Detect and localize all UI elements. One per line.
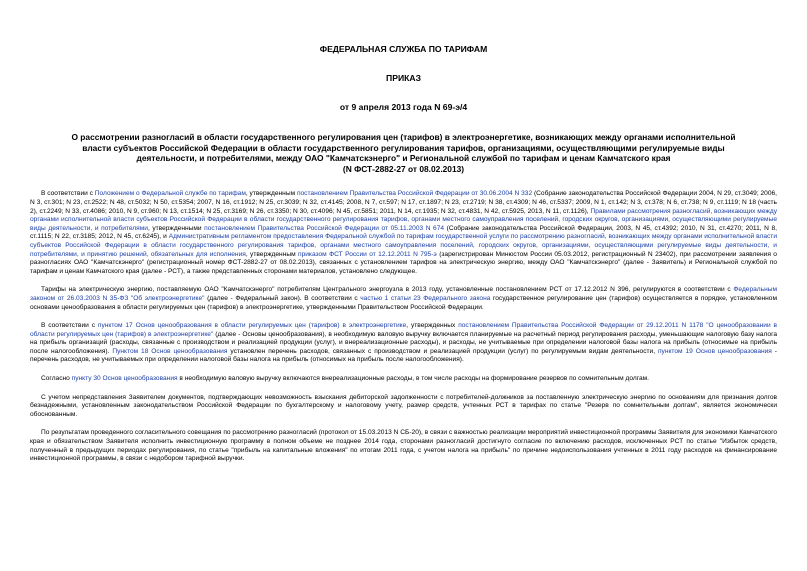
text-run: С учетом непредставления Заявителем документов, подтверждающих невозможность взыскания дебиторской задолженности с потребителей-должников за поставленную электрическую энергию по основаниям для признания долгов безнадежными, установленным законодательством Российской Федерации по бухгалтерскому и налоговому учету, размер средств, учтенных РСТ в тарифах по статье "Резерв по сомнительным долгам", является экономически обоснованным. (30, 393, 777, 418)
title-line: О рассмотрении разногласий в области государственного регулирования цен (тарифов) в электроэнергетике, возникающих между органами исполнительной (71, 132, 736, 142)
text-run: (зарегистрирован Минюстом России 05.03.2012, регистрационный N 23402), при рассмотрении заявления о разногласиях ОАО "Камчатскэнерго" (регистрационный номер ФСТ-2882-27 от 08.02.2013), связанных с установлением тарифов на электрическую энергию, между ОАО "Камчатскэнерго" (далее - Заявитель) и Региональной службой по тарифам и ценам Камчатского края (далее - РСТ), а также представленных сторонами материалов, установлено следующее. (30, 250, 777, 275)
paragraph-pricing-basics (30, 322, 777, 365)
text-run: , утвержденными (147, 224, 205, 232)
text-run: Согласно (41, 375, 72, 383)
text-run: , утвержденным (245, 190, 297, 198)
link-clause-18[interactable]: Пунктом 18 Основ ценообразования (112, 347, 228, 355)
text-run: , утвержденным (245, 250, 299, 258)
agency-heading: ФЕДЕРАЛЬНАЯ СЛУЖБА ПО ТАРИФАМ (319, 44, 488, 54)
link-decree-332[interactable]: постановлением Правительства Российской Федерации от 30.06.2004 N 332 (296, 190, 533, 198)
link-decree-1178[interactable]: постановлением Правительства Российской Федерации от 29.12.2011 N 1178 "О ценообразовании в области регулируемых цен (тарифов) в электроэнергетике" (30, 322, 778, 338)
paragraph-reserves (30, 375, 777, 384)
paragraph-preamble (30, 190, 777, 276)
title-line: деятельности, и потребителями, между ОАО "Камчатскэнерго" и Региональной службой по тарифам и ценам Камчатского края (136, 153, 671, 164)
title-line: власти субъектов Российской Федерации в области государственного регулирования тарифов, организациями, осуществляющими регулируемые виды (82, 142, 725, 153)
link-clause-17[interactable]: пунктом 17 Основ ценообразования в области регулируемых цен (тарифов) в электроэнергетике (97, 322, 407, 330)
link-dispute-rules[interactable]: Правилами рассмотрения разногласий, возникающих между органами исполнительной власти субъектов Российской Федерации в области государственного регулирования тарифов, органами местного самоуправления поселений, городских округов, организациями, осуществляющими регулируемые виды деятельности, и потребителями (30, 207, 777, 232)
link-clause-30[interactable]: пункту 30 Основ ценообразования (71, 375, 178, 383)
paragraph-meeting-results (30, 429, 777, 463)
paragraph-bad-debts (30, 394, 777, 420)
document-title (36, 132, 771, 174)
text-run: установлен перечень расходов, связанных с производством и реализацией продукции (услуг) по регулируемым видам деятельности, (227, 347, 658, 355)
doc-type-heading: ПРИКАЗ (386, 73, 421, 83)
text-run: Тарифы на электрическую энергию, поставляемую ОАО "Камчатскэнерго" потребителям Центрального энергоузла в 2013 году, установленные постановлением РСТ от 17.12.2012 N 396, регулируются в соответствии с (41, 286, 734, 294)
text-run: (далее - Основы ценообразования), в необходимую валовую выручку включается планируемые на расчетный период регулирования расходы, уменьшающие налоговую базу налога на прибыль организаций (расходы, связанные с производством и реализацией продукции (услуг), и внереализационные расходы), и расходы, не учитываемые при определении налоговой базы налога на прибыль (относимые на прибыль после налогообложения). (30, 330, 777, 355)
text-run: - перечень расходов, не учитываемых при определении налоговой базы налога на прибыль (относимых на прибыль после налогообложения). (30, 347, 777, 364)
link-admin-regulation[interactable]: Административным регламентом предоставления Федеральной службой по тарифам государственной услуги по рассмотрению разногласий, возникающих между органами исполнительной власти субъектов Российской Федерации в области государственного регулирования тарифов, органами местного самоуправления поселений, городских округов, организациями, осуществляющими регулируемые виды деятельности, и потребителями, и принятию решений, обязательных для исполнения (30, 233, 778, 258)
text-run: в необходимую валовую выручку включаются внереализационные расходы, в том числе расходы на формирование резервов по сомнительным долгам. (177, 375, 650, 383)
link-clause-19[interactable]: пунктом 19 Основ ценообразования (657, 347, 772, 355)
link-decree-674[interactable]: постановлением Правительства Российской Федерации от 05.11.2003 N 674 (204, 224, 445, 232)
date-number-heading: от 9 апреля 2013 года N 69-э/4 (339, 102, 468, 112)
text-run: (Собрание законодательства Российской Федерации 2004, N 29, ст.3049; 2006, N 3, ст.301; N 23, ст.2522; N 48, ст.5032; N 50, ст.5354; 2007, N 16, ст.1912; N 25, ст.3039; N 32, ст.4145; 2008, N 7, ст.597; N 17, ст.1897; N 23, ст.2719; N 38, ст.4309; N 46, ст.5337; 2009, N 1, ст.142; N 3, ст.378; N 6, ст.738; N 9, ст.1119; N 18 (часть 2), ст.2249; N 33, ст.4086; 2010, N 9, ст.960; N 13, ст.1514; N 25, ст.3169; N 26, ст.3350; N 30, ст.4096; N 45, ст.5851; 2011, N 14, ст.1935; N 32, ст.4831, N 42, ст.5925, 2013, N 11, ст.1126), (30, 190, 778, 215)
text-run: государственное регулирование цен (тарифов) осуществляется в порядке, установленном основами ценообразования в области регулируемых цен (тарифов) в электроэнергетике, утвержденными Правительством Российской Федерации. (30, 294, 777, 311)
text-run: (далее - Федеральный закон). В соответствии с (204, 294, 361, 302)
link-article-23[interactable]: частью 1 статьи 23 Федерального закона (360, 294, 491, 302)
link-regulation-fst[interactable]: Положением о Федеральной службе по тарифам (94, 190, 246, 198)
text-run: В соответствии с (41, 190, 95, 198)
text-run: (Собрание законодательства Российской Федерации, 2003, N 45, ст.4392; 2010, N 31, ст.4270; 2011, N 8, ст.1115; N 22, ст.3185; 2012, N 45, ст.6245), и (30, 224, 777, 241)
link-order-795[interactable]: приказом ФСТ России от 12.12.2011 N 795-э (298, 250, 437, 258)
paragraph-tariffs (30, 286, 777, 312)
text-run: По результатам проведенного согласительного совещания по рассмотрению разногласий (протокол от 15.03.2013 N СБ-20), в связи с важностью реализации мероприятий инвестиционной программы Заявителя для экономики Камчатского края и обязательством Заявителя исполнить инвестиционную программу в полном объеме не позднее 2014 года, сторонами разногласий достигнуто согласие по включению расходов, исключенных РСТ по статье "Избыток средств, полученный в предыдущих периодах регулирования, по статье "прибыль на капитальные вложения" по итогам 2011 года, с учетом налога на прибыль" по причине недоиспользования учтенных в 2011 году расходов на финансирование инвестиционной программы, в связи с недобором тарифной выручки. (30, 429, 777, 463)
text-run: , утвержденных (406, 322, 459, 330)
text-run: В соответствии с (41, 322, 98, 330)
link-federal-law-35[interactable]: Федеральным законом от 26.03.2003 N 35-ФЗ "Об электроэнергетике" (30, 286, 777, 302)
title-line: (N ФСТ-2882-27 от 08.02.2013) (342, 163, 465, 174)
